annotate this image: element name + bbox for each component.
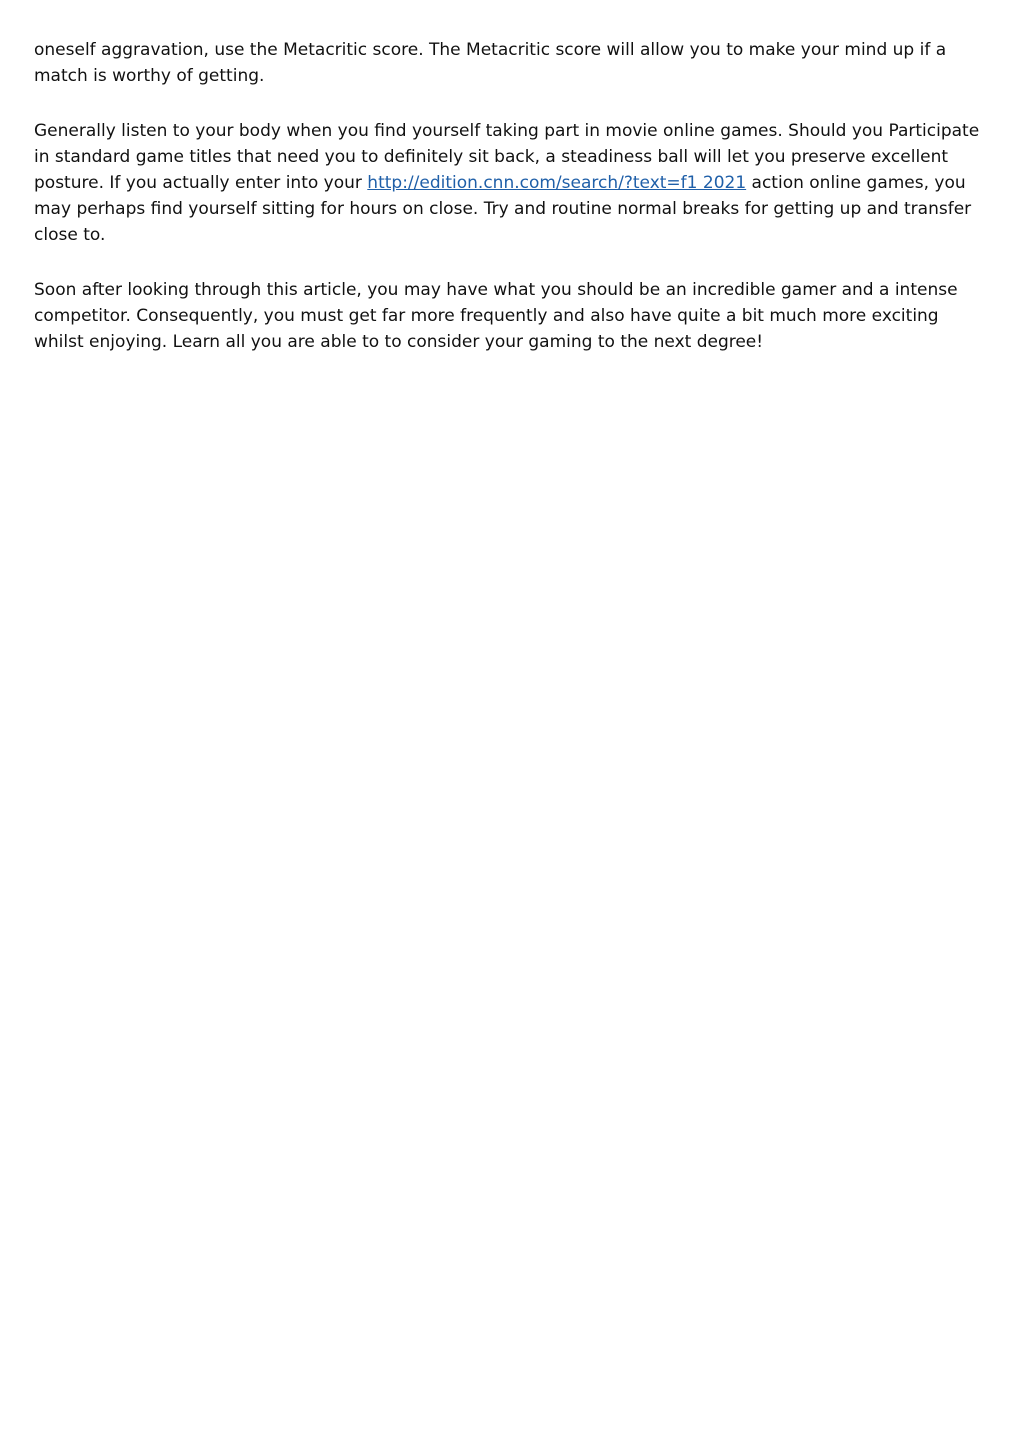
paragraph-text-before-link: Generally listen to your body when you find yourself taking part in movie online games. Should you Participate in standard game titles that need you to definitely sit back, a steadiness ball will let you preserve excellent posture. If you actually enter into your	[34, 121, 980, 193]
document-page	[34, 37, 990, 384]
paragraph-text-after-link: action online games, you may perhaps find yourself sitting for hours on close. Try and routine normal breaks for getting up and transfer close to.	[34, 173, 972, 245]
paragraph-conclusion: Soon after looking through this article, you may have what you should be an incredible gamer and a intense competitor. Consequently, you must get far more frequently and also have quite a bit much more exciting whilst enjoying. Learn all you are able to to consider your gaming to the next degree!	[34, 280, 958, 352]
paragraph-metacritic: oneself aggravation, use the Metacritic score. The Metacritic score will allow you to make your mind up if a match is worthy of getting.	[34, 40, 947, 86]
cnn-search-link[interactable]: http://edition.cnn.com/search/?text=f1 2021	[367, 173, 747, 193]
paragraph-posture	[34, 118, 990, 248]
